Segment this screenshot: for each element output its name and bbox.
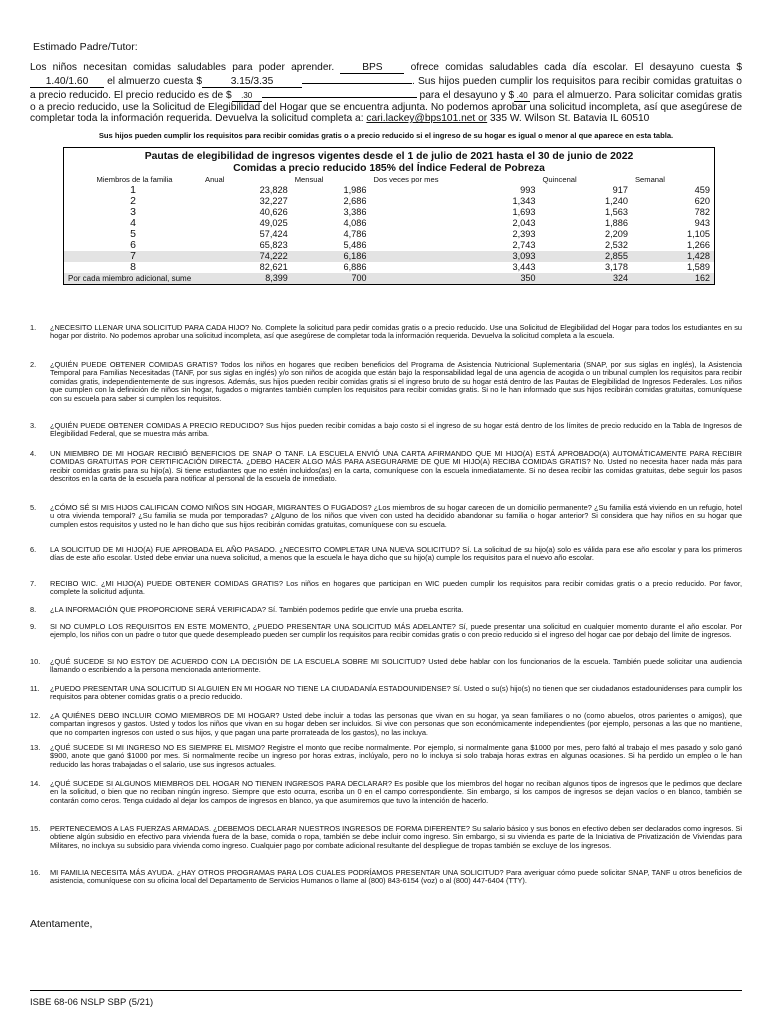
table-row [64,185,714,196]
faq-text: SI NO CUMPLO LOS REQUISITOS EN ESTE MOMENTO, ¿PUEDO PRESENTAR UNA SOLICITUD MÁS ADELANTE? Sí, puede presentar una solicitud en cualquier momento durante el año escolar. Por ejemplo, los niños con un padre o tutor que quede desempleado pueden ser cumplir los requisitos para recibir comidas gratis o con precio reducido si el ingreso del hogar cae por debajo del límite de ingresos. [50,622,742,640]
faq-number: 16. [30,868,41,877]
faq-text: UN MIEMBRO DE MI HOGAR RECIBIÓ BENEFICIOS DE SNAP O TANF. LA ESCUELA ENVIÓ UNA CARTA AFIRMANDO QUE MI HIJO(A) ESTÁ APROBADO(A) AUTOMÁTICAMENTE PARA RECIBIR COMIDAS GRATUITAS POR CERTIFICACIÓN DIRECTA. ¿DEBO HACER ALGO MÁS PARA ASEGURARME DE QUE MI HIJO(A) RECIBA COMIDAS GRATIS? No. Usted no necesita hacer nada más para recibir comidas gratis para su hijo(a). Si tiene estudiantes que no estén incluidos(as) en la carta, comuníquese con la escuela inmediatamente. Si no desea recibir las comidas gratuitas, debe seguir los pasos descritos en la carta de la escuela para notificar al personal de la escuela de inmediato. [50,449,742,484]
cell-members: Por cada miembro adicional, sume [64,273,202,284]
cell-twice-monthly: 350 [371,273,540,284]
faq-item [30,685,742,702]
cell-twice-monthly: 1,693 [512,207,536,217]
cell-members: 8 [130,261,136,273]
cell-weekly: 782 [694,207,710,217]
cell-weekly: 1,428 [632,251,714,262]
faq-number: 10. [30,657,41,666]
intro-text-3: el almuerzo cuesta $ [107,76,203,87]
cell-members: 1 [130,184,136,196]
faq-text: ¿A QUIÉNES DEBO INCLUIR COMO MIEMBROS DE MI HOGAR? Usted debe incluir a todas las personas que vivan en su hogar, ya sean familiares o no (como abuelos, otros parientes o amigos), que compartan ingresos y gastos. Usted y todos los niños que vivan en su hogar deben ser incluidos. Si vive con personas que son económicamente independientes (por ejemplo, personas a las que no mantiene, que no comparten ingresos con usted o sus hijos, y que pagan una parte prorrateada de los gastos), no las incluya. [50,711,742,737]
table-header-row [64,174,714,185]
cell-weekly: 1,266 [687,240,710,250]
faq-text: ¿PUEDO PRESENTAR UNA SOLICITUD SI ALGUIEN EN MI HOGAR NO TIENE LA CIUDADANÍA ESTADOUNIDENSE? Sí. Usted o su(s) hijo(s) no tienen que ser ciudadanos estadounidenses para cumplir los requisitos para obtener comidas gratis o a precio reducido. [50,684,742,702]
return-contact: cari.lackey@bps101.net or [366,113,488,125]
cell-annual: 40,626 [259,207,288,217]
faq-text: PERTENECEMOS A LAS FUERZAS ARMADAS. ¿DEBEMOS DECLARAR NUESTROS INGRESOS DE FORMA DIFERENTE? Su salario básico y sus bonos en efectivo deben ser declarados como ingresos. Si obtiene algún subsidio en efectivo para vivienda fuera de la base, comida o ropa, también se debe incluir como ingreso. Sin embargo, si su vivienda es parte de la Iniciativa de Privatización de Viviendas para Militares, no incluya su subsidio para vivienda como ingreso. Cualquier pago por combate adicional resultante del despliegue de tropas también se excluye de los ingresos. [50,824,742,850]
cell-weekly: 162 [632,273,714,284]
table-row [64,218,714,229]
faq-number: 8. [30,605,37,614]
faq-number: 2. [30,360,37,369]
faq-item [30,606,742,614]
faq-text: ¿CÓMO SÉ SI MIS HIJOS CALIFICAN COMO NIÑOS SIN HOGAR, MIGRANTES O FUGADOS? ¿Los miembros de su hogar carecen de un domicilio permanente? ¿Su familia está viviendo en un refugio, hotel u otra vivienda temporal? ¿Su familia se muda por temporadas? ¿Alguno de los niños que viven con usted ha decidido abandonar su familia o hogar anterior? Si considera que hay niños en su hogar que cumplen estos requisitos y usted no le han dicho que sus hijos recibirán comidas gratuitas, comuníquese con su escuela. [50,503,742,529]
faq-item [30,780,742,805]
col-header-monthly: Mensual [294,175,324,184]
cell-twice-monthly: 2,043 [512,218,536,228]
faq-item [30,361,742,403]
faq-number: 3. [30,421,37,430]
cell-biweekly: 2,855 [540,251,632,262]
cell-weekly: 943 [694,218,710,228]
faq-text: LA SOLICITUD DE MI HIJO(A) FUE APROBADA EL AÑO PASADO. ¿NECESITO COMPLETAR UNA NUEVA SOLICITUD? Sí. La solicitud de su hijo(a) solo es válida para ese año escolar y para los primeros días de este año escolar. Usted debe enviar una nueva solicitud, a menos que la escuela le haya dicho que su hijo(a) cumple los requisitos para el nuevo año escolar. [50,545,742,563]
faq-item [30,504,742,529]
cell-biweekly: 2,209 [604,229,628,239]
faq-text: ¿LA INFORMACIÓN QUE PROPORCIONE SERÁ VERIFICADA? Sí. También podemos pedirle que envíe una prueba escrita. [50,605,464,614]
cell-biweekly: 324 [540,273,632,284]
cell-monthly: 2,686 [343,196,367,206]
district-name: BPS [340,63,404,74]
cell-monthly: 5,486 [343,240,367,250]
faq-number: 13. [30,743,41,752]
income-guidelines-table [63,147,715,285]
cell-weekly: 1,589 [687,262,710,272]
table-title: Pautas de elegibilidad de ingresos vigentes desde el 1 de julio de 2021 hasta el 30 de junio de 2022 [144,151,634,162]
intro-text-4: . Sus hijos pueden cumplir los requisitos para recibir comidas gratuitas o a precio reducido. El precio reducido es de $ [30,76,742,101]
faq-item [30,580,742,597]
col-header-twice-monthly: Dos veces por mes [373,175,439,184]
eligibility-note: Sus hijos pueden cumplir los requisitos para recibir comidas gratis o a precio reducido si el ingreso de su hogar es igual o menor al que aparece en esta tabla. [98,131,674,140]
col-header-members: Miembros de la familia [96,175,173,184]
faq-item [30,744,742,769]
faq-item [30,869,742,886]
faq-number: 15. [30,824,41,833]
table-subtitle: Comidas a precio reducido 185% del Índice Federal de Pobreza [233,163,545,174]
form-id-footer: ISBE 68-06 NSLP SBP (5/21) [30,996,154,1007]
faq-number: 1. [30,323,37,332]
cell-biweekly: 1,240 [604,196,628,206]
intro-text-1: Los niños necesitan comidas saludables para poder aprender. [30,62,335,73]
faq-text: ¿QUIÉN PUEDE OBTENER COMIDAS A PRECIO REDUCIDO? Sus hijos pueden recibir comidas a bajo costo si el ingreso de su hogar está dentro de los límites de precio reducido en la Tabla de Ingresos de Elegibilidad Federal, que se muestra más arriba. [50,421,742,439]
faq-number: 12. [30,711,41,720]
faq-text: MI FAMILIA NECESITA MÁS AYUDA. ¿HAY OTROS PROGRAMAS PARA LOS CUALES PODRÍAMOS PRESENTAR UNA SOLICITUD? Para averiguar cómo puede solicitar SNAP, TANF u otros beneficios de asistencia, comuníquese con su oficina local del Departamento de Servicios Humanos o llame al (800) 843-6154 (voz) o al (800) 447-6404 (TTY). [50,868,742,886]
cell-biweekly: 1,563 [604,207,628,217]
cell-members: 6 [130,239,136,251]
faq-item [30,450,742,484]
cell-members: 7 [64,251,202,262]
cell-biweekly: 3,178 [604,262,628,272]
cell-monthly: 4,086 [343,218,367,228]
faq-item [30,324,742,341]
cell-monthly: 3,386 [343,207,367,217]
col-header-annual: Anual [205,175,225,184]
intro-text-2: ofrece comidas saludables cada día escolar. El desayuno cuesta $ [410,62,742,73]
faq-item [30,623,742,640]
cell-weekly: 459 [694,185,710,195]
cell-biweekly: 2,532 [604,240,628,250]
table-row [64,207,714,218]
breakfast-price: 1.40/1.60 [30,77,104,88]
faq-item [30,422,742,439]
cell-monthly: 700 [292,273,371,284]
cell-twice-monthly: 2,743 [512,240,536,250]
faq-text: ¿NECESITO LLENAR UNA SOLICITUD PARA CADA HIJO? No. Complete la solicitud para pedir comidas gratis o a precio reducido. Use una Solicitud de Elegibilidad del Hogar para todos los estudiantes en su hogar por distrito. No podemos aprobar una solicitud incompleta, así que asegúrese de completar toda la información requerida. Devuelva la solicitud completa a la escuela. [50,323,742,341]
intro-text-6: para el almuerzo. Para solicitar comidas gratis o a precio reducido, use la Solicitud de Elegibilidad del Hogar que se encuentra adjunta. No podemos aprobar una solicitud incompleta, así que asegúrese de completar toda la información requerida. Devuelva la solicitud completa a: [30,90,742,125]
cell-annual: 74,222 [202,251,292,262]
footer-divider [30,990,742,991]
faq-number: 4. [30,449,37,458]
cell-weekly: 620 [694,196,710,206]
reduced-lunch-price: .40 [514,91,530,102]
return-address: 335 W. Wilson St. Batavia IL 60510 [490,113,650,125]
faq-number: 6. [30,545,37,554]
faq-item [30,712,742,737]
cell-annual: 23,828 [259,185,288,195]
cell-annual: 8,399 [202,273,292,284]
cell-monthly: 6,886 [343,262,367,272]
col-header-biweekly: Quincenal [542,175,577,184]
table-row [64,251,714,262]
cell-annual: 82,621 [259,262,288,272]
lunch-price: 3.15/3.35 [202,77,302,88]
table-row [64,262,714,273]
faq-number: 5. [30,503,37,512]
cell-twice-monthly: 1,343 [512,196,536,206]
faq-item [30,658,742,675]
cell-weekly: 1,105 [687,229,710,239]
cell-twice-monthly: 993 [520,185,536,195]
cell-members: 2 [130,195,136,207]
col-header-weekly: Semanal [634,175,665,184]
table-row [64,240,714,251]
faq-number: 9. [30,622,37,631]
cell-annual: 57,424 [259,229,288,239]
reduced-breakfast-price: .30 [232,91,262,102]
cell-members: 5 [130,228,136,240]
cell-monthly: 1,986 [343,185,367,195]
cell-annual: 65,823 [259,240,288,250]
cell-members: 3 [130,206,136,218]
table-row [64,196,714,207]
faq-item [30,825,742,850]
cell-twice-monthly: 2,393 [512,229,536,239]
intro-text-5: para el desayuno y $ [419,90,515,101]
cell-members: 4 [130,217,136,229]
cell-biweekly: 1,886 [604,218,628,228]
greeting: Estimado Padre/Tutor: [33,41,138,53]
cell-twice-monthly: 3,443 [512,262,536,272]
cell-annual: 32,227 [259,196,288,206]
cell-monthly: 4,786 [343,229,367,239]
intro-paragraph [30,62,742,125]
faq-text: ¿QUÉ SUCEDE SI MI INGRESO NO ES SIEMPRE EL MISMO? Registre el monto que recibe normalmente. Por ejemplo, si normalmente gana $1000 por mes, pero faltó al trabajo el mes pasado y solo ganó $900, anote que ganó $1000 por mes. Si normalmente recibe un ingreso por horas extras, inclúyalo, pero no lo incluya si solo trabaja horas extras en algunas ocasiones. Si ha perdido un empleo o le han reducido las horas trabajadas o el salario, use sus ingresos actuales. [50,743,742,769]
faq-number: 7. [30,579,37,588]
faq-text: ¿QUÉ SUCEDE SI NO ESTOY DE ACUERDO CON LA DECISIÓN DE LA ESCUELA SOBRE MI SOLICITUD? Usted debe hablar con los funcionarios de la escuela. También puede solicitar una audiencia llamando o escribiendo a la persona mencionada anteriormente. [50,657,742,675]
faq-text: ¿QUÉ SUCEDE SI ALGUNOS MIEMBROS DEL HOGAR NO TIENEN INGRESOS PARA DECLARAR? Es posible que los miembros del hogar no reciban algunos tipos de ingresos que le pedimos que declare en la solicitud, o bien que no reciban ningún ingreso. Siempre que esto ocurra, escriba un 0 en el campo correspondiente. Sin embargo, si los campos de ingresos se dejan vacíos o en blanco, también se contarán como ceros. Tenga cuidado al dejar los campos de ingresos en blanco, ya que asumiremos que tuvo la intención de hacerlo. [50,779,742,805]
table-row [64,229,714,240]
cell-twice-monthly: 3,093 [371,251,540,262]
table-row-additional-member [64,273,714,284]
faq-text: RECIBO WIC. ¿MI HIJO(A) PUEDE OBTENER COMIDAS GRATIS? Los niños en hogares que participan en WIC pueden cumplir los requisitos para recibir comidas gratis o a precio reducido. Por favor, complete la solicitud adjunta. [50,579,742,597]
closing: Atentamente, [30,918,93,930]
faq-number: 11. [30,684,40,693]
faq-text: ¿QUIÉN PUEDE OBTENER COMIDAS GRATIS? Todos los niños en hogares que reciben beneficios del Programa de Asistencia Nutricional Suplementaria (SNAP, por sus siglas en inglés), la Asistencia Temporal para Familias Necesitadas (TANF, por sus siglas en inglés) y/o son niños de acogida que están bajo la responsabilidad legal de una agencia de acogida o un tribunal cumplen los requisitos para recibir comidas gratis, independientemente de sus ingresos. Además, sus hijos pueden recibir comidas gratis si el ingreso bruto de su hogar está dentro de las Pautas de Elegibilidad de Ingresos Federales. Los niños que cumplen con la definición de niños sin hogar, fugados o migrantes también cumplen los requisitos para recibir comidas gratis. Si no le han informado que sus hijos recibirán comidas gratuitas, comuníquese con su escuela para saber si cumplen los requisitos. [50,360,742,403]
faq-item [30,546,742,563]
cell-monthly: 6,186 [292,251,371,262]
cell-annual: 49,025 [259,218,288,228]
faq-number: 14. [30,779,41,788]
cell-biweekly: 917 [612,185,628,195]
